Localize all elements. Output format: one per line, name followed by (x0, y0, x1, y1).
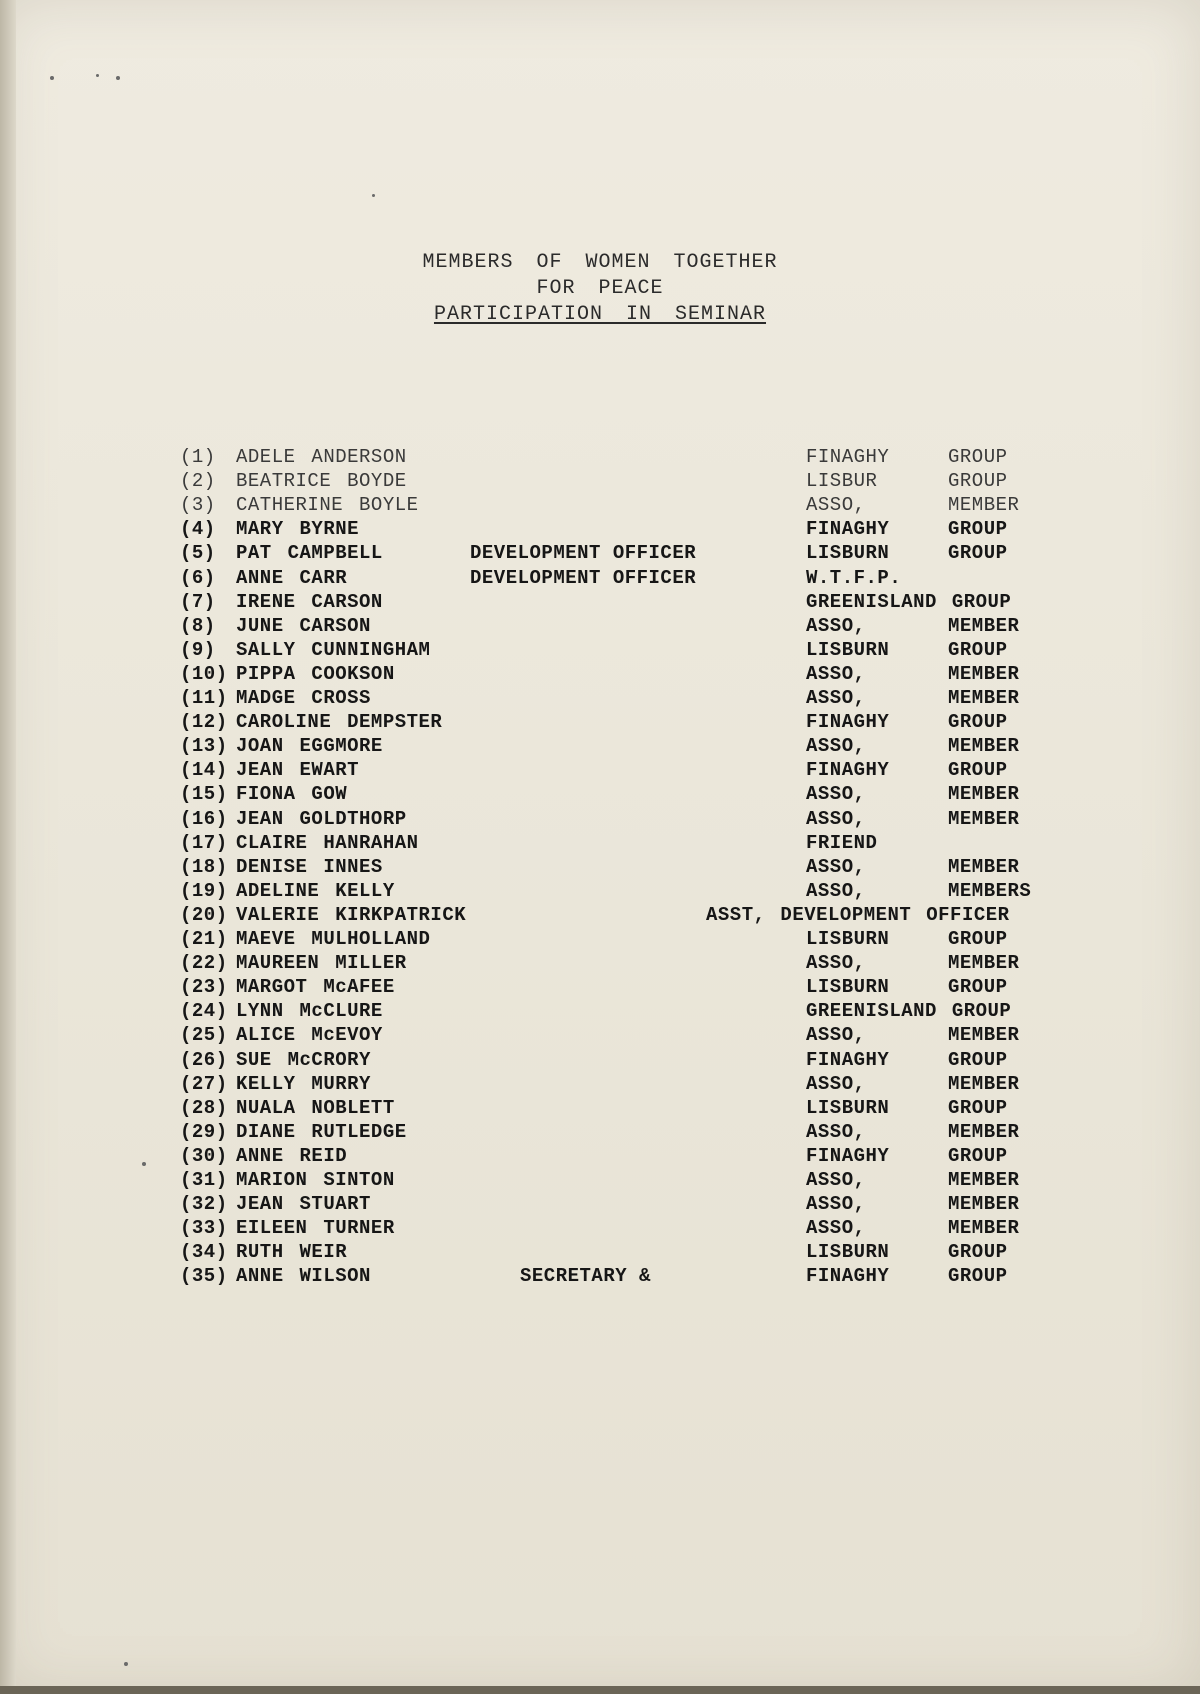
member-number: (26) (180, 1048, 228, 1071)
member-type: GROUP (948, 1265, 1008, 1288)
member-affiliation: FINAGHY (806, 1144, 890, 1167)
member-name: IRENE CARSON (236, 590, 383, 613)
member-name: SALLY CUNNINGHAM (236, 638, 431, 661)
member-type: MEMBER (948, 1072, 1020, 1095)
title-line-3: PARTICIPATION IN SEMINAR (433, 303, 767, 326)
member-row (180, 879, 1080, 903)
member-row (180, 686, 1080, 710)
member-role: SECRETARY & (520, 1265, 651, 1288)
member-row (180, 975, 1080, 999)
member-number: (2) (180, 470, 216, 493)
member-type: MEMBER (948, 687, 1020, 709)
member-row (180, 566, 1080, 590)
member-name: SUE McCRORY (236, 1048, 371, 1071)
member-row (180, 662, 1080, 686)
member-affiliation: ASSO, (806, 952, 866, 975)
member-number: (28) (180, 1096, 228, 1119)
member-name: EILEEN TURNER (236, 1217, 395, 1240)
member-affiliation: ASSO, (806, 687, 866, 709)
paper-speck (124, 1662, 128, 1666)
member-number: (22) (180, 952, 228, 975)
member-number: (5) (180, 542, 216, 565)
member-affiliation: ASSO, (806, 1120, 866, 1143)
member-type: MEMBER (948, 1217, 1020, 1240)
member-number: (21) (180, 928, 228, 950)
member-row (180, 541, 1080, 565)
member-number: (10) (180, 662, 228, 685)
member-number: (29) (180, 1120, 228, 1143)
member-row (180, 1120, 1080, 1144)
member-affiliation: FRIEND (806, 831, 878, 854)
paper-speck (96, 74, 99, 77)
paper-speck (50, 76, 54, 80)
member-affiliation: ASSO, (806, 1217, 866, 1240)
member-type: MEMBER (948, 614, 1020, 637)
member-name: NUALA NOBLETT (236, 1096, 395, 1119)
member-affiliation: ASSO, (806, 879, 866, 902)
member-affiliation: ASSO, (806, 1193, 866, 1216)
member-name: JEAN GOLDTHORP (236, 807, 407, 830)
member-name: MARGOT McAFEE (236, 976, 395, 999)
member-number: (11) (180, 687, 228, 709)
member-row (180, 710, 1080, 734)
member-row (180, 1144, 1080, 1168)
member-affiliation: ASSO, (806, 662, 866, 685)
paper-speck (372, 194, 375, 197)
member-row (180, 903, 1080, 927)
member-type: GROUP (948, 470, 1008, 493)
member-type: GROUP (948, 542, 1008, 565)
member-affiliation: FINAGHY (806, 1265, 890, 1288)
member-row (180, 951, 1080, 975)
member-type: MEMBER (948, 855, 1020, 878)
member-row (180, 1168, 1080, 1192)
member-row (180, 1192, 1080, 1216)
member-name: ANNE WILSON (236, 1265, 371, 1288)
member-number: (18) (180, 855, 228, 878)
member-type: GROUP (948, 1241, 1008, 1264)
member-number: (17) (180, 831, 228, 854)
member-row (180, 590, 1080, 614)
member-row (180, 1240, 1080, 1264)
member-type: MEMBER (948, 1193, 1020, 1216)
member-type: GROUP (948, 1048, 1008, 1071)
member-number: (6) (180, 566, 216, 589)
member-role: DEVELOPMENT OFFICER (470, 542, 697, 565)
member-row (180, 614, 1080, 638)
member-name: BEATRICE BOYDE (236, 470, 407, 493)
member-number: (23) (180, 976, 228, 999)
member-name: ANNE REID (236, 1144, 348, 1167)
member-type: GROUP (948, 976, 1008, 999)
member-type: MEMBER (948, 662, 1020, 685)
member-type: GROUP (948, 638, 1008, 661)
member-affiliation: ASST, DEVELOPMENT OFFICER (706, 903, 1010, 926)
member-name: ADELINE KELLY (236, 879, 395, 902)
member-row (180, 517, 1080, 541)
member-role: DEVELOPMENT OFFICER (470, 566, 697, 589)
member-affiliation: LISBURN (806, 542, 890, 565)
member-number: (12) (180, 711, 228, 734)
member-number: (33) (180, 1217, 228, 1240)
member-number: (16) (180, 807, 228, 830)
member-name: ALICE McEVOY (236, 1024, 383, 1047)
member-number: (7) (180, 590, 216, 613)
member-number: (3) (180, 494, 216, 517)
member-name: CLAIRE HANRAHAN (236, 831, 419, 854)
member-number: (20) (180, 903, 228, 926)
paper-speck (116, 76, 120, 80)
member-affiliation: LISBURN (806, 928, 890, 950)
member-affiliation: FINAGHY (806, 518, 890, 541)
member-number: (13) (180, 735, 228, 758)
paper-speck (142, 1162, 146, 1166)
member-type: GROUP (948, 446, 1008, 468)
member-number: (32) (180, 1193, 228, 1216)
member-row (180, 1048, 1080, 1072)
member-affiliation: FINAGHY (806, 446, 890, 468)
member-affiliation: W.T.F.P. (806, 566, 902, 589)
member-affiliation: GREENISLAND GROUP (806, 590, 1012, 613)
member-name: LYNN McCLURE (236, 1000, 383, 1023)
member-type: MEMBER (948, 1169, 1020, 1191)
member-affiliation: ASSO, (806, 1072, 866, 1095)
member-name: DENISE INNES (236, 855, 383, 878)
member-number: (25) (180, 1024, 228, 1047)
member-affiliation: ASSO, (806, 494, 866, 517)
member-row (180, 1264, 1080, 1288)
member-row (180, 445, 1080, 469)
member-number: (30) (180, 1144, 228, 1167)
member-row (180, 734, 1080, 758)
member-row (180, 782, 1080, 806)
member-number: (31) (180, 1169, 228, 1191)
member-type: MEMBER (948, 494, 1020, 517)
member-affiliation: LISBURN (806, 638, 890, 661)
member-type: MEMBER (948, 807, 1020, 830)
member-name: JOAN EGGMORE (236, 735, 383, 758)
member-number: (9) (180, 638, 216, 661)
member-name: RUTH WEIR (236, 1241, 348, 1264)
member-row (180, 638, 1080, 662)
member-row (180, 831, 1080, 855)
member-affiliation: FINAGHY (806, 711, 890, 734)
member-type: GROUP (948, 518, 1008, 541)
member-affiliation: LISBURN (806, 976, 890, 999)
member-number: (1) (180, 446, 216, 468)
member-number: (8) (180, 614, 216, 637)
member-affiliation: ASSO, (806, 855, 866, 878)
member-row (180, 927, 1080, 951)
member-type: GROUP (948, 928, 1008, 950)
member-name: FIONA GOW (236, 783, 348, 806)
member-row (180, 1023, 1080, 1047)
member-type: GROUP (948, 759, 1008, 782)
member-name: DIANE RUTLEDGE (236, 1120, 407, 1143)
title-line-2: FOR PEACE (536, 277, 664, 300)
member-number: (15) (180, 783, 228, 806)
member-affiliation: FINAGHY (806, 759, 890, 782)
member-row (180, 469, 1080, 493)
member-type: MEMBER (948, 735, 1020, 758)
member-type: MEMBER (948, 783, 1020, 806)
member-type: MEMBER (948, 952, 1020, 975)
member-affiliation: ASSO, (806, 735, 866, 758)
member-name: MARY BYRNE (236, 518, 360, 541)
member-affiliation: FINAGHY (806, 1048, 890, 1071)
member-affiliation: ASSO, (806, 783, 866, 806)
member-affiliation: LISBURN (806, 1096, 890, 1119)
member-name: ANNE CARR (236, 566, 348, 589)
member-name: MARION SINTON (236, 1169, 395, 1191)
member-number: (24) (180, 1000, 228, 1023)
member-name: CAROLINE DEMPSTER (236, 711, 443, 734)
member-name: MAUREEN MILLER (236, 952, 407, 975)
document-title (0, 250, 1200, 328)
member-name: PIPPA COOKSON (236, 662, 395, 685)
member-affiliation: GREENISLAND GROUP (806, 1000, 1012, 1023)
member-type: GROUP (948, 711, 1008, 734)
member-number: (35) (180, 1265, 228, 1288)
member-affiliation: ASSO, (806, 1169, 866, 1191)
title-line-1: MEMBERS OF WOMEN TOGETHER (422, 251, 778, 274)
member-row (180, 758, 1080, 782)
member-type: MEMBER (948, 1120, 1020, 1143)
member-affiliation: ASSO, (806, 1024, 866, 1047)
member-name: PAT CAMPBELL (236, 542, 383, 565)
member-number: (27) (180, 1072, 228, 1095)
paper-edge-bottom (0, 1686, 1200, 1694)
member-affiliation: ASSO, (806, 807, 866, 830)
member-row (180, 855, 1080, 879)
member-row (180, 999, 1080, 1023)
member-name: JEAN STUART (236, 1193, 371, 1216)
member-type: GROUP (948, 1144, 1008, 1167)
member-affiliation: ASSO, (806, 614, 866, 637)
member-number: (4) (180, 518, 216, 541)
member-name: ADELE ANDERSON (236, 446, 407, 468)
member-type: MEMBER (948, 1024, 1020, 1047)
member-number: (34) (180, 1241, 228, 1264)
member-type: MEMBERS (948, 879, 1032, 902)
member-number: (14) (180, 759, 228, 782)
member-row (180, 1096, 1080, 1120)
member-type: GROUP (948, 1096, 1008, 1119)
member-name: VALERIE KIRKPATRICK (236, 903, 467, 926)
member-name: MAEVE MULHOLLAND (236, 928, 431, 950)
member-name: JEAN EWART (236, 759, 360, 782)
member-name: KELLY MURRY (236, 1072, 371, 1095)
member-name: MADGE CROSS (236, 687, 371, 709)
member-row (180, 807, 1080, 831)
member-row (180, 1072, 1080, 1096)
member-affiliation: LISBUR (806, 470, 878, 493)
member-name: JUNE CARSON (236, 614, 371, 637)
member-name: CATHERINE BOYLE (236, 494, 419, 517)
member-affiliation: LISBURN (806, 1241, 890, 1264)
member-row (180, 493, 1080, 517)
member-row (180, 1216, 1080, 1240)
member-number: (19) (180, 879, 228, 902)
